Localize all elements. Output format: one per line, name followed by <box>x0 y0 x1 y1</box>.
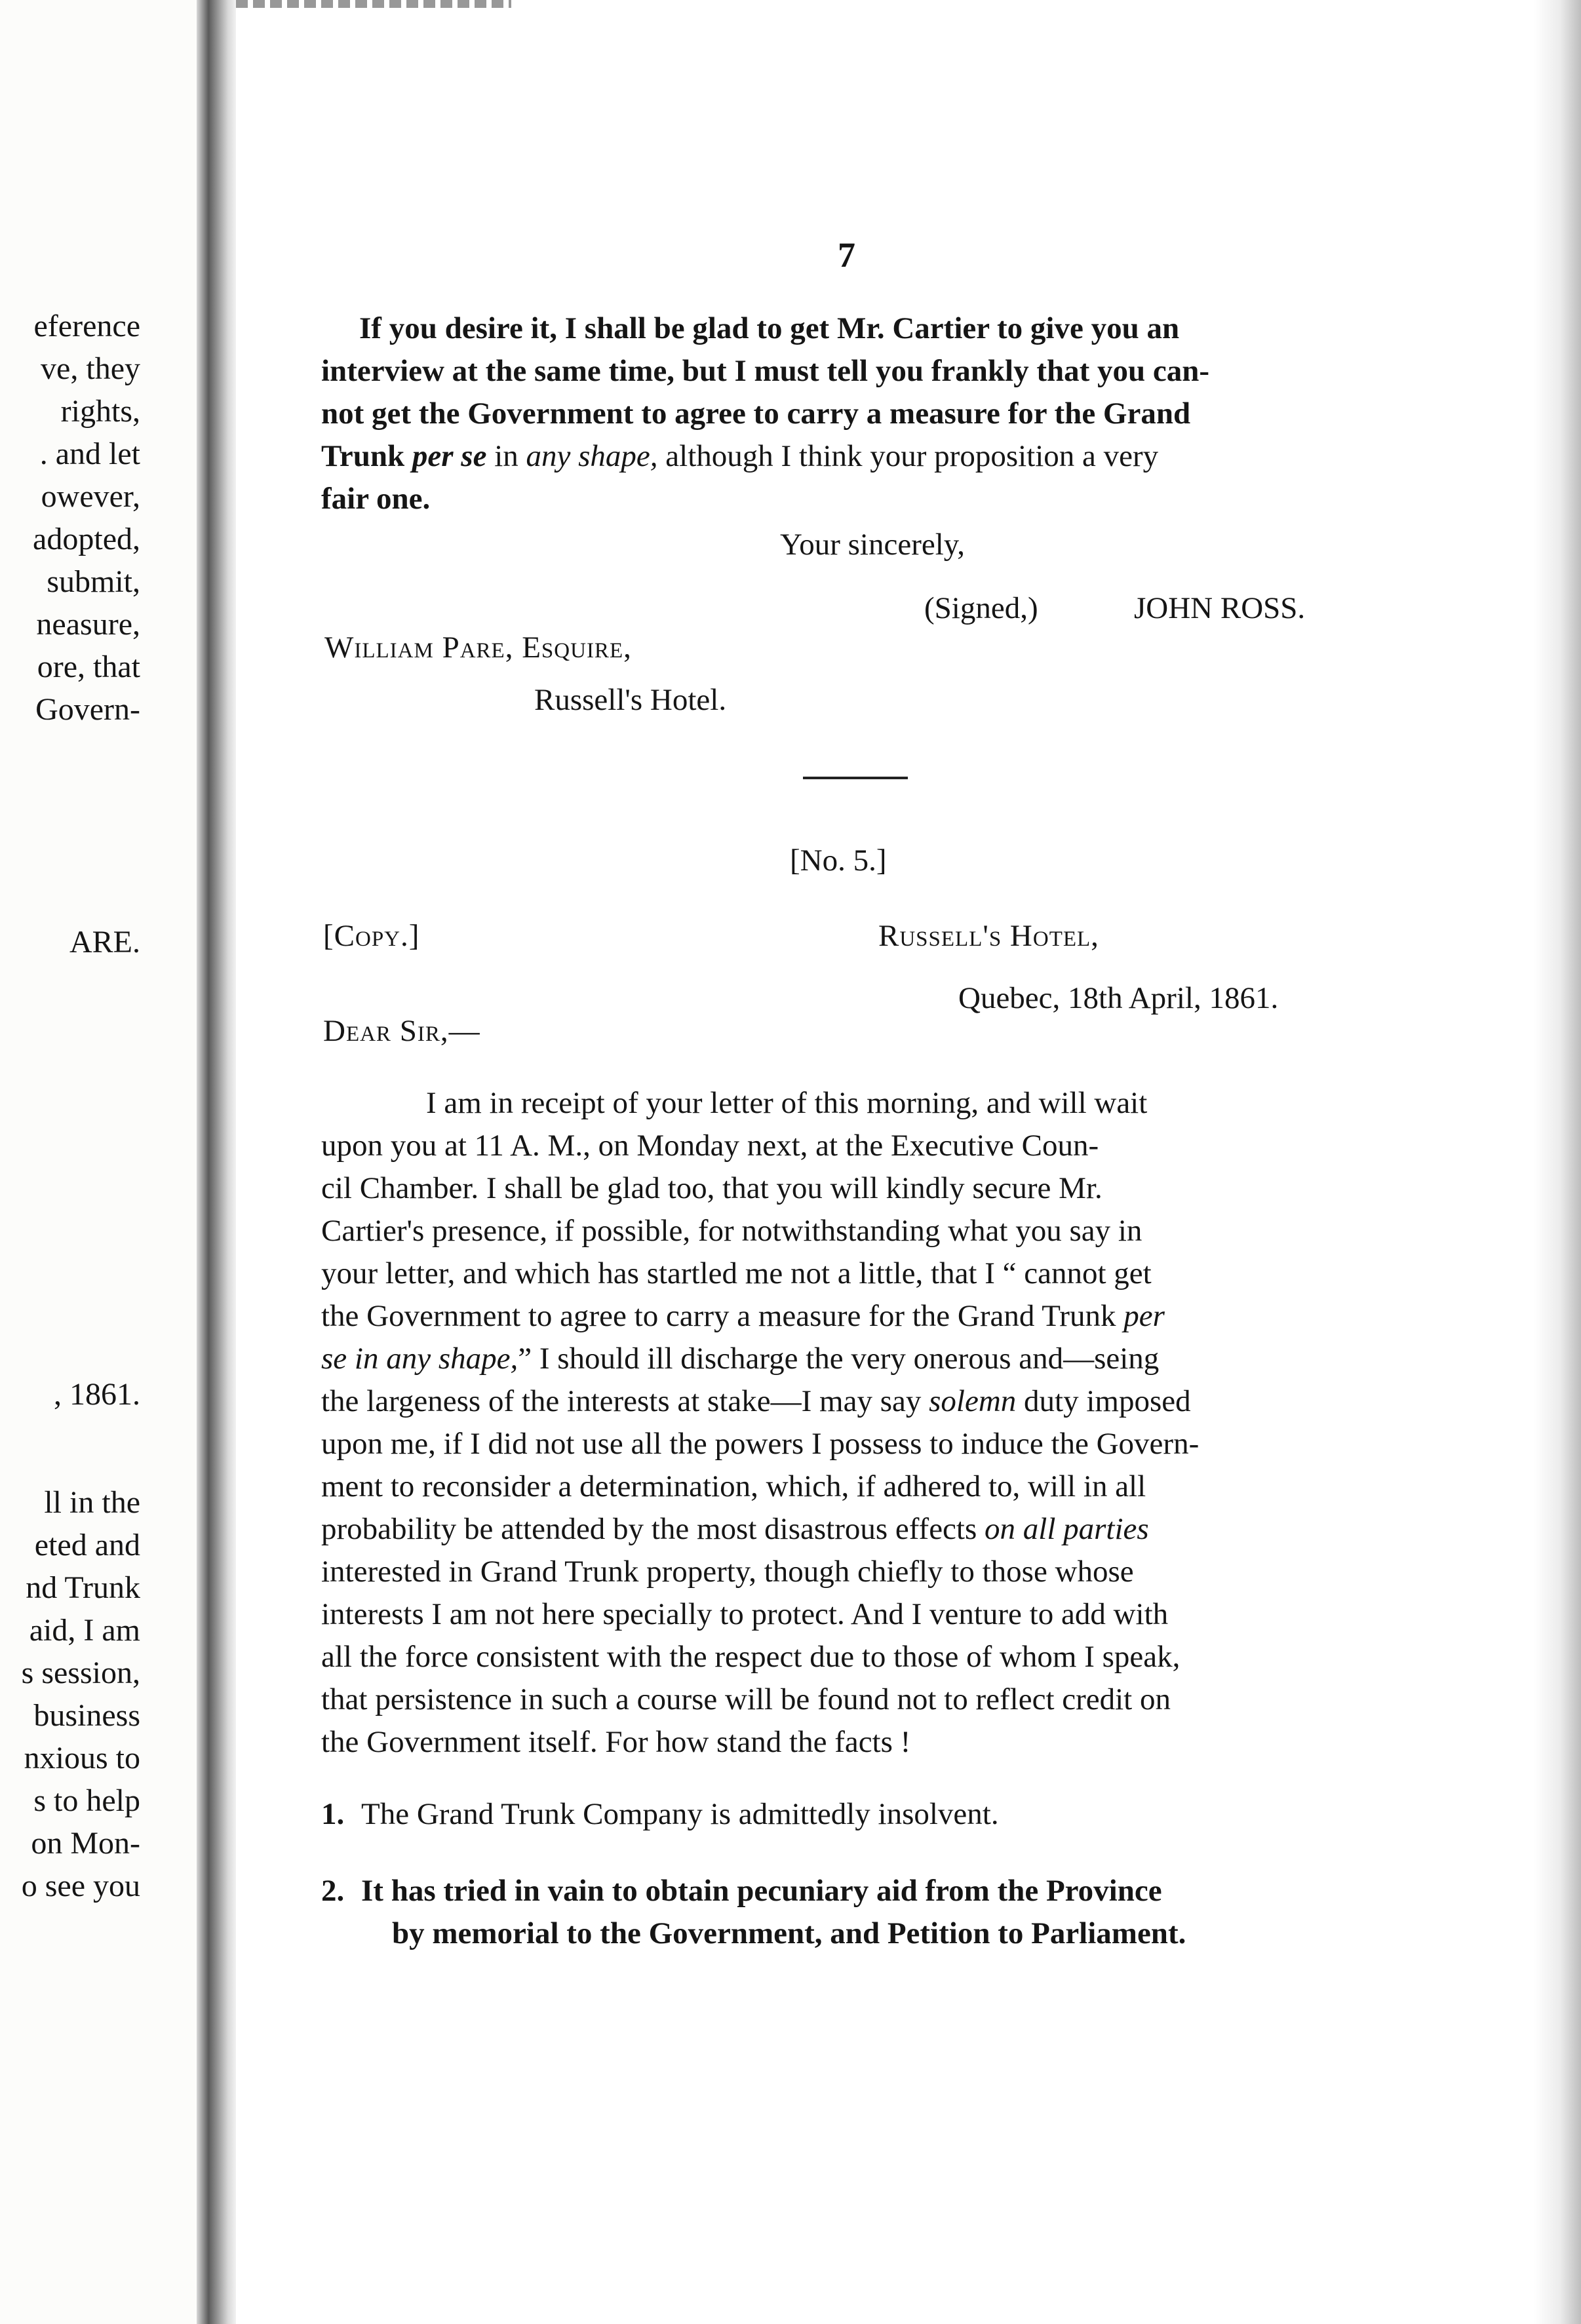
letter5-address-line1: Russell's Hotel, <box>878 919 1099 953</box>
letter5-body-line: your letter, and which has startled me not a little, that I “ cannot get <box>321 1256 1152 1290</box>
list-number: 1. <box>321 1797 345 1831</box>
letter5-body-line: upon me, if I did not use all the powers I possess to induce the Govern- <box>321 1427 1200 1461</box>
letter5-body-line <box>321 1386 1191 1417</box>
left-text-line: nd Trunk <box>26 1570 140 1605</box>
letter5-italic-text: se in any shape, <box>321 1342 518 1376</box>
letter5-body-line <box>321 1344 1159 1374</box>
page-number: 7 <box>838 235 855 275</box>
letter4-text: in <box>494 439 518 473</box>
left-text-line: business <box>33 1698 140 1733</box>
left-text-line: rights, <box>60 394 140 429</box>
left-facing-page <box>0 0 197 2324</box>
page-right-edge <box>1534 0 1581 2324</box>
letter-number: [No. 5.] <box>790 843 887 878</box>
signer-name: JOHN ROSS. <box>1134 591 1306 625</box>
recipient-name: William Pare, Esquire, <box>324 630 632 665</box>
left-text-line: nxious to <box>24 1741 140 1775</box>
copy-label: [Copy.] <box>323 919 420 953</box>
left-text-line: neasure, <box>36 607 140 642</box>
letter4-text: although I think your proposition a very <box>665 439 1159 473</box>
page-top-edge <box>236 0 511 8</box>
letter5-italic-text: per <box>1123 1299 1165 1333</box>
letter5-body-line: upon you at 11 A. M., on Monday next, at the Executive Coun- <box>321 1129 1099 1163</box>
left-text-line: ore, that <box>37 649 140 684</box>
letter4-line <box>321 441 1158 472</box>
left-text-line: . and let <box>39 436 140 471</box>
letter5-body-line: ment to reconsider a determination, which, if adhered to, will in all <box>321 1469 1146 1503</box>
letter4-line: fair one. <box>321 482 431 516</box>
signed-label: (Signed,) <box>924 591 1038 625</box>
left-text-line: owever, <box>41 479 140 514</box>
book-gutter <box>197 0 236 2324</box>
letter5-body-line: I am in receipt of your letter of this morning, and will wait <box>426 1086 1148 1120</box>
left-text-line: o see you <box>21 1869 140 1903</box>
left-text-line: eted and <box>34 1528 140 1562</box>
letter5-text: probability be attended by the most disastrous effects <box>321 1512 977 1546</box>
letter4-line: If you desire it, I shall be glad to get Mr. Cartier to give you an <box>359 311 1180 345</box>
letter5-body-line: interests I am not here specially to protect. And I venture to add with <box>321 1597 1169 1631</box>
left-text-line: s to help <box>33 1783 140 1818</box>
letter5-body-line <box>321 1514 1149 1545</box>
letter5-body-line: interested in Grand Trunk property, though chiefly to those whose <box>321 1555 1134 1589</box>
letter5-body-line: all the force consistent with the respect due to those of whom I speak, <box>321 1640 1181 1674</box>
left-text-line: aid, I am <box>29 1613 140 1648</box>
left-text-line: s session, <box>21 1656 140 1690</box>
list-number: 2. <box>321 1874 345 1908</box>
list-text: The Grand Trunk Company is admittedly insolvent. <box>361 1797 999 1831</box>
list-item-continuation: by memorial to the Government, and Petition to Parliament. <box>392 1916 1186 1950</box>
letter5-text: the largeness of the interests at stake—I may say <box>321 1384 922 1418</box>
list-item <box>321 1876 1162 1907</box>
section-divider <box>803 777 908 779</box>
left-text-line: Govern- <box>35 692 140 727</box>
letter5-italic-text: solemn <box>929 1384 1017 1418</box>
salutation: Dear Sir,— <box>323 1014 480 1048</box>
left-text-line: on Mon- <box>31 1826 140 1861</box>
letter4-line: not get the Government to agree to carry a measure for the Grand <box>321 397 1191 431</box>
letter4-italic-text: any shape, <box>526 439 658 473</box>
letter5-italic-text: on all parties <box>985 1512 1149 1546</box>
left-text-line: ARE. <box>69 925 140 959</box>
letter5-body-line <box>321 1301 1165 1332</box>
letter5-body-line: that persistence in such a course will be found not to reflect credit on <box>321 1682 1171 1716</box>
letter5-text: ” I should ill discharge the very onerous and—seing <box>518 1342 1160 1376</box>
letter4-italic-text: per se <box>412 439 487 473</box>
left-text-line: eference <box>33 309 140 343</box>
left-text-line: adopted, <box>33 522 140 556</box>
letter4-closing: Your sincerely, <box>780 528 965 562</box>
left-text-line: ll in the <box>44 1485 140 1520</box>
letter5-body-line: Cartier's presence, if possible, for notwithstanding what you say in <box>321 1214 1142 1248</box>
letter5-address-line2: Quebec, 18th April, 1861. <box>958 981 1279 1015</box>
letter5-body-line: cil Chamber. I shall be glad too, that you will kindly secure Mr. <box>321 1171 1103 1205</box>
left-text-line: ve, they <box>41 351 140 386</box>
letter5-text: duty imposed <box>1024 1384 1191 1418</box>
left-text-line: , 1861. <box>54 1377 140 1412</box>
letter5-text: the Government to agree to carry a measure for the Grand Trunk <box>321 1299 1116 1333</box>
letter4-line: interview at the same time, but I must tell you frankly that you can- <box>321 354 1210 388</box>
left-text-line: submit, <box>47 564 140 599</box>
letter5-body-line: the Government itself. For how stand the facts ! <box>321 1725 911 1759</box>
list-text: It has tried in vain to obtain pecuniary aid from the Province <box>361 1874 1162 1908</box>
recipient-address: Russell's Hotel. <box>534 683 727 717</box>
letter4-text: Trunk <box>321 439 405 473</box>
list-item <box>321 1799 999 1830</box>
